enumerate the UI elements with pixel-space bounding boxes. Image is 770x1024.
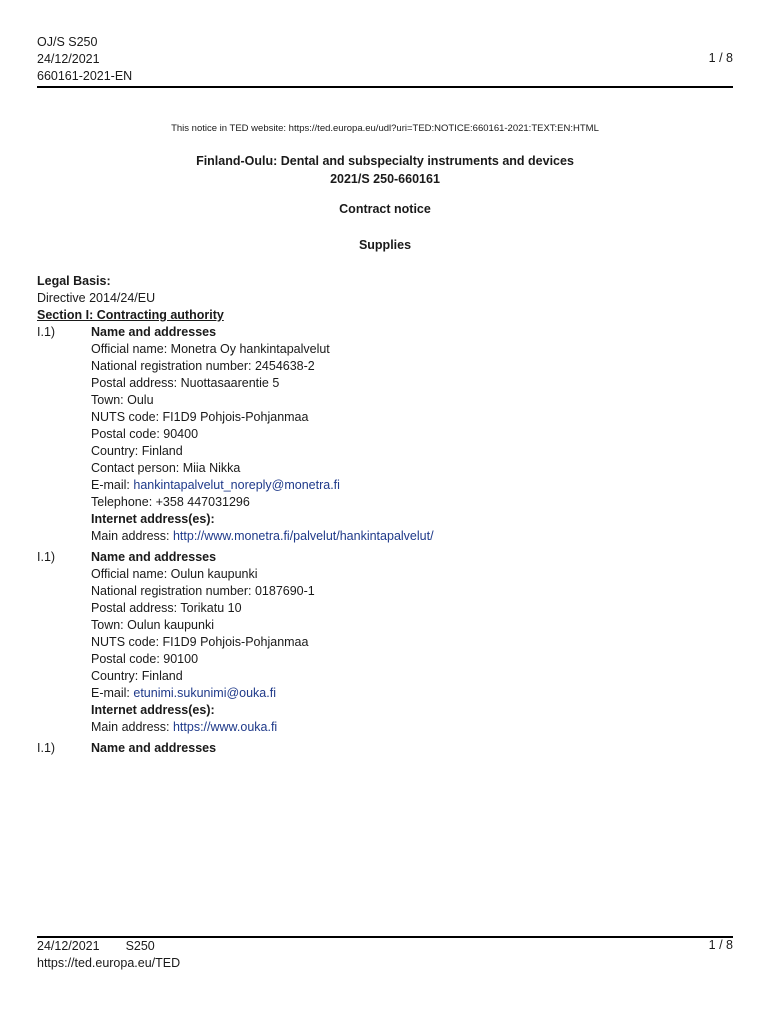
nuts-code: NUTS code: FI1D9 Pohjois-Pohjanmaa [91, 410, 309, 424]
email-link[interactable]: hankintapalvelut_noreply@monetra.fi [133, 478, 340, 492]
block-heading: Name and addresses [91, 550, 217, 564]
block-heading: Name and addresses [91, 325, 217, 339]
header-page-number: 1 / 8 [708, 51, 733, 65]
procurement-type: Supplies [358, 238, 412, 252]
address-block [37, 740, 733, 757]
address-block [37, 549, 733, 736]
footer-page-number: 1 / 8 [708, 938, 733, 952]
block-number: I.1) [37, 741, 56, 755]
postal-code: Postal code: 90400 [91, 427, 199, 441]
postal-address: Postal address: Nuottasaarentie 5 [91, 376, 280, 390]
journal-reference: OJ/S S250 [37, 35, 98, 49]
official-name: Official name: Oulun kaupunki [91, 567, 258, 581]
header-divider [37, 86, 733, 88]
block-number: I.1) [37, 325, 56, 339]
notice-number: 2021/S 250-660161 [330, 172, 440, 186]
address-block [37, 324, 733, 545]
main-address-label: Main address: [91, 720, 173, 734]
footer-date-issue [37, 938, 180, 955]
official-name: Official name: Monetra Oy hankintapalvelut [91, 342, 330, 356]
email-label: E-mail: [91, 478, 134, 492]
legal-basis-label: Legal Basis: [37, 274, 111, 288]
contact-person: Contact person: Miia Nikka [91, 461, 241, 475]
main-address-link[interactable]: https://www.ouka.fi [172, 720, 278, 734]
main-address-row [91, 528, 733, 545]
main-address-row [91, 719, 733, 736]
ted-notice-link[interactable]: This notice in TED website: https://ted.europa.eu/udl?uri=TED:NOTICE:660161-2021:TEXT:EN:HTML [171, 123, 599, 134]
notice-title [0, 152, 770, 188]
notice-body [37, 273, 733, 757]
block-heading: Name and addresses [91, 741, 217, 755]
main-address-link[interactable]: http://www.monetra.fi/palvelut/hankintapalvelut/ [172, 529, 434, 543]
email-row [91, 685, 733, 702]
footer-issue: S250 [125, 939, 155, 953]
section-heading: Section I: Contracting authority [37, 308, 224, 322]
notice-title-line: Finland-Oulu: Dental and subspecialty instruments and devices [196, 154, 574, 168]
page-header [37, 34, 132, 85]
telephone: Telephone: +358 447031296 [91, 495, 250, 509]
town: Town: Oulun kaupunki [91, 618, 214, 632]
internet-heading: Internet address(es): [91, 512, 215, 526]
contract-type: Contract notice [339, 202, 431, 216]
footer-url[interactable]: https://ted.europa.eu/TED [37, 956, 181, 970]
document-id: 660161-2021-EN [37, 69, 133, 83]
country: Country: Finland [91, 669, 183, 683]
postal-address: Postal address: Torikatu 10 [91, 601, 242, 615]
footer-date: 24/12/2021 [37, 939, 100, 953]
block-number: I.1) [37, 550, 56, 564]
registration-number: National registration number: 0187690-1 [91, 584, 315, 598]
page-footer [37, 938, 180, 972]
nuts-code: NUTS code: FI1D9 Pohjois-Pohjanmaa [91, 635, 309, 649]
publication-date: 24/12/2021 [37, 52, 100, 66]
registration-number: National registration number: 2454638-2 [91, 359, 315, 373]
main-address-label: Main address: [91, 529, 173, 543]
email-link[interactable]: etunimi.sukunimi@ouka.fi [133, 686, 276, 700]
email-row [91, 477, 733, 494]
country: Country: Finland [91, 444, 183, 458]
legal-basis-value: Directive 2014/24/EU [37, 291, 156, 305]
postal-code: Postal code: 90100 [91, 652, 199, 666]
town: Town: Oulu [91, 393, 154, 407]
internet-heading: Internet address(es): [91, 703, 215, 717]
email-label: E-mail: [91, 686, 134, 700]
